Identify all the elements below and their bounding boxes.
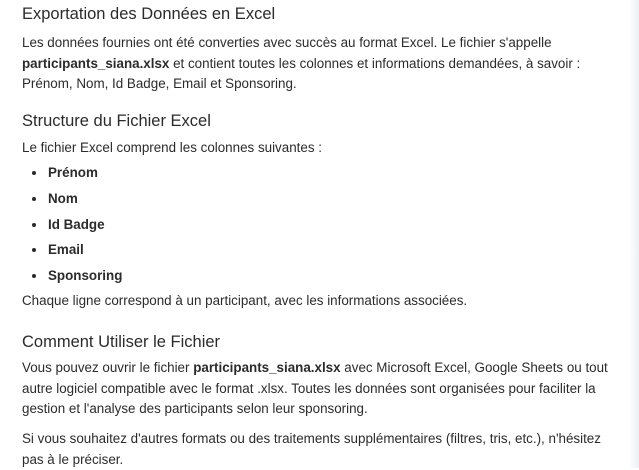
bullet-icon [32, 248, 36, 252]
usage-open-text-before: Vous pouvez ouvrir le fichier [22, 360, 194, 375]
structure-intro-paragraph: Le fichier Excel comprend les colonnes suivantes : [22, 140, 322, 155]
list-item [22, 263, 122, 289]
export-file-name: participants_siana.xlsx [22, 55, 170, 71]
column-name: Id Badge [48, 216, 105, 232]
list-item [22, 160, 122, 186]
list-item [22, 212, 122, 238]
bullet-icon [32, 274, 36, 278]
export-intro-paragraph [22, 33, 617, 95]
bullet-icon [32, 197, 36, 201]
panel-edge-shadow [629, 0, 639, 468]
section-title-structure: Structure du Fichier Excel [22, 112, 211, 130]
column-name: Sponsoring [48, 268, 123, 284]
usage-open-text-after: avec Microsoft Excel, Google Sheets ou tout autre logiciel compatible avec le format .xlsx. Toutes les données sont organisées pour faciliter la gestion et l'analyse des participants selon leur sponsoring. [22, 360, 608, 416]
list-item [22, 237, 122, 263]
column-name: Nom [48, 190, 78, 206]
usage-file-name: participants_siana.xlsx [193, 360, 341, 375]
column-name: Email [48, 242, 84, 258]
export-intro-text-after: et contient toutes les colonnes et informations demandées, à savoir : Prénom, Nom, Id Badge, Email et Sponsoring. [22, 55, 581, 91]
bullet-icon [32, 171, 36, 175]
rows-note-paragraph: Chaque ligne correspond à un participant, avec les informations associées. [22, 293, 468, 308]
usage-more-paragraph: Si vous souhaitez d'autres formats ou des traitements supplémentaires (filtres, tris, etc.), n'hésitez pas à le préciser. [22, 431, 601, 467]
usage-open-paragraph [22, 358, 622, 420]
export-intro-text-before: Les données fournies ont été converties avec succès au format Excel. Le fichier s'appelle [22, 35, 552, 50]
section-title-usage: Comment Utiliser le Fichier [22, 333, 221, 351]
column-name: Prénom [48, 165, 98, 180]
bullet-icon [32, 223, 36, 227]
section-title-export: Exportation des Données en Excel [22, 5, 276, 23]
list-item [22, 186, 122, 212]
column-list [22, 160, 122, 289]
